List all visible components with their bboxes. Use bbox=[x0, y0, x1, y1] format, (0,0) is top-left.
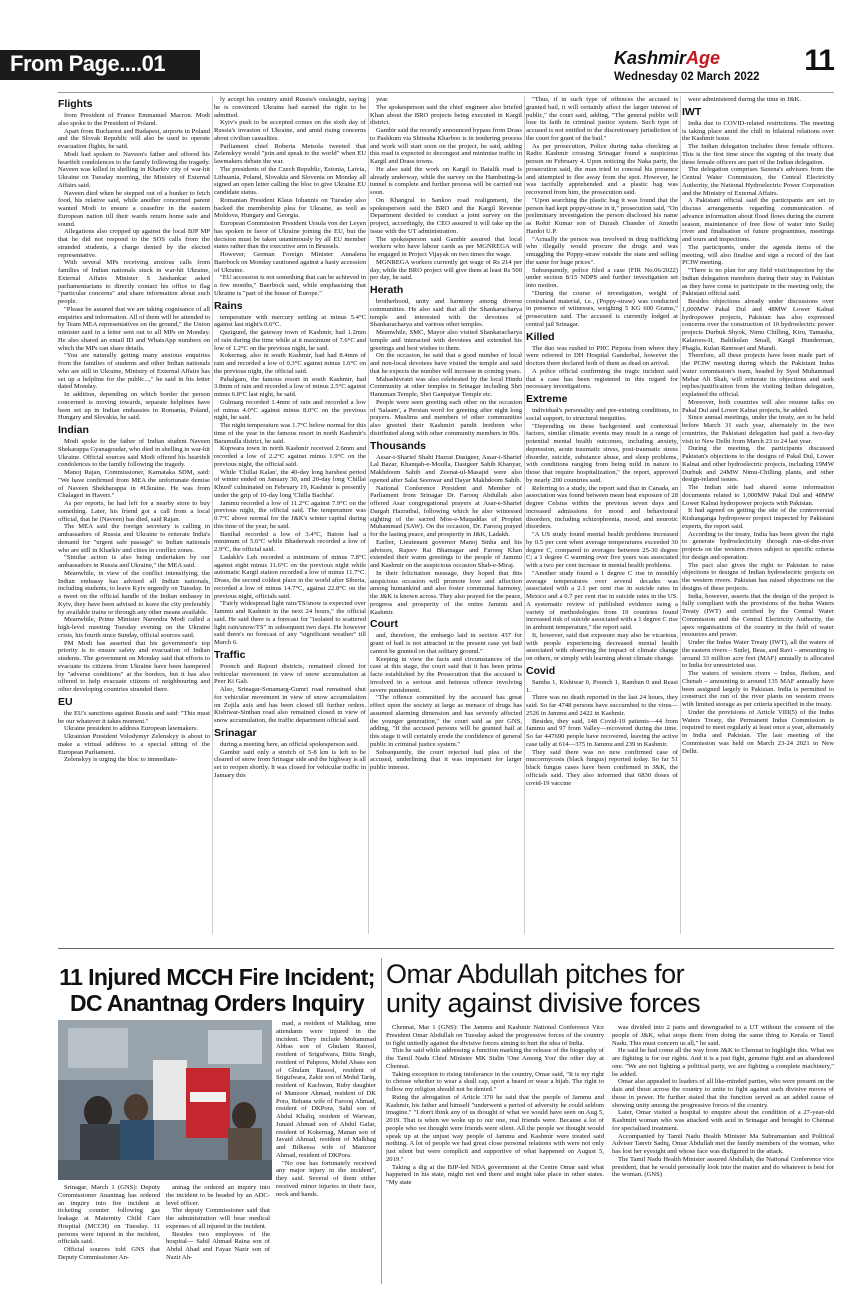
article-paragraph: Keeping in view the facts and circumstances of the case at this stage, the court said that it has been prima facie established by the Prosecution that the accused is involved in a serious and heinous offence involving severe punishment. bbox=[370, 655, 522, 694]
section-heading: Traffic bbox=[214, 648, 246, 661]
edition-date: Wednesday 02 March 2022 bbox=[614, 71, 760, 83]
article-paragraph: brotherhood, unity and harmony among diverse communities. He also said that all the Shankaracharya temple and interested with the devotees of Shankaracharya and various other temples. bbox=[370, 298, 522, 329]
article-paragraph: Kupwara town in north Kashmir received 2.6mm and recorded a low of 2.2°C against minus 1.9°C on the previous night, the official said. bbox=[214, 445, 366, 468]
article-paragraph: He said he had come all the way from J&K to Chennai to highlight this. What we are fighting is for our rights. And it is a just fight, genuine fight and an abandoned one. "We are not fighting a political party, we are fighting a complete machinery," he added. bbox=[612, 1047, 834, 1078]
article-paragraph: Modi spoke to the father of Indian student Naveen Shekarappa Gyanagoudar, who died in shelling in war-hit Ukraine. Official sources said Modi offered his heartfelt condolences to the family following the tragedy. bbox=[58, 438, 210, 469]
headline-line: Omar Abdullah pitches for bbox=[386, 959, 685, 989]
article-paragraph: The night temperature was 1.7°C below normal for this time of the year in the famous resort in north Kashmir's Baramulla district, he said. bbox=[214, 422, 366, 445]
article-paragraph: Manoj Rajan, Commissioner, Karnataka SDM, said: "We have confirmed from MEA the unfortunate demise of Naveen Shekharappa in #Ukraine. He was from Chalageri in Haveri." bbox=[58, 469, 210, 500]
article-paragraph: Gulmarg recorded 1.4mm of rain and recorded a low of minus 4.0°C against minus 8.0°C on the previous night, he said. bbox=[214, 398, 366, 422]
article-paragraph: Subsequently, the court rejected bail plea of the accused, underlining that it was important for larger public interest. bbox=[370, 748, 522, 771]
article-paragraph: A Pakistani official said the participants are set to discuss arrangements regarding communication of advance information about flood flows during the current season, maintenance of free flow of water into Sutlej river and finalisation of future programmes, meetings and tours and inspections. bbox=[682, 197, 834, 243]
page-number: 11 bbox=[804, 44, 834, 77]
article-paragraph: The participants, under the agenda items of the meeting, will also finalise and sign a record of the last PCIW meeting. bbox=[682, 243, 834, 267]
article-paragraph: The spokesperson said Gambir assured that local workers who have labour cards as per MGNREGA will be engaged in Project Vijayak on two times the wage. bbox=[370, 235, 522, 258]
section-heading: Srinagar bbox=[214, 726, 257, 739]
article-paragraph: The Indian side had shared some information documents related to 1,000MW Pakal Dul and 48MW Lower Kalnai hydropower projects with Pakistan. bbox=[682, 484, 834, 507]
section-heading: Thousands bbox=[370, 439, 427, 452]
article-paragraph: were administered during the time in J&K. bbox=[688, 96, 801, 103]
logo-part-age: Age bbox=[686, 48, 721, 68]
article-paragraph: The MEA said the foreign secretary is calling in ambassadors of Russia and Ukraine to reiterate India's demand for "urgent safe passage" to Indian nationals who are still in Kharkiv and cities in conflict zones. bbox=[58, 523, 210, 554]
section-rule bbox=[58, 948, 834, 949]
article-paragraph: "During the course of investigation, weight of contraband material, i.e., (Poppy-straw) was conducted in presence of witnesses, weighing 5 KG 600 Grams," prosecution said. The accused is currently lodged at central jail Srinagar. bbox=[526, 289, 678, 328]
article-paragraph: National Conference President and Member of Parliament from Srinagar Dr. Farooq Abdullah also offered Asar congregational prayers at Asar-e-Sharief Dargah Hazratbal, following which he also witnessed sighting of the sacred Moe-e-Muqaddas of Prophet Muhammad (SAW). On the occasion, Dr. Farooq prayed for the lasting peace, and prosperity in J&K, Ladakh. bbox=[370, 484, 522, 538]
newspaper-logo bbox=[614, 48, 754, 70]
article-paragraph: "Please be assured that we are taking cognisance of all enquiries and information. All of them will be attended to by Team MEA representatives on the ground," the Union minister said in a letter sent out to all MPs on Monday. He also shared an email ID and WhatsApp numbers on which the MPs can share details. bbox=[58, 305, 210, 352]
article-paragraph: Ukrainian President Volodymyr Zelenskyy is about to make a virtual address to a special sitting of the European Parliament. bbox=[58, 733, 210, 756]
article-paragraph: "You are naturally getting many anxious enquiries from the families of students and other Indian nationals who are still in Ukraine, Ministry of External Affairs has set up a helpline for the public...," he said in his letter dated Monday. bbox=[58, 352, 210, 391]
article-paragraph: MGNREGA workers currently get wage of Rs 214 per day, while the BRO project will give them at least Rs 500 per day, he said. bbox=[370, 258, 522, 282]
article-paragraph: "No one has fortunately received any major injury in the incident", they said. Several of them either received minor injuries in their face, neck and hands. bbox=[276, 1159, 376, 1198]
fire-story-column-2 bbox=[166, 1184, 270, 1284]
article-paragraph: Qazigund, the gateway town of Kashmir, had 1.2mm of rain during the time while at it maximum of 7.6°C and low of 1.2°C on the previous night, he said. bbox=[214, 329, 366, 352]
article-paragraph: Moreover, both countries will also resume talks on Pakal Dul and Lower Kalnai projects, he added. bbox=[682, 398, 834, 414]
article-paragraph: While 'Chillai Kalan', the 40-day long harshest period of winter ended on January 30, and 20-day long 'Chillai Khurd' culminated on February 19, Kashmir is presently under the grip of 10-day long 'Chilla Bachha'. bbox=[214, 468, 366, 499]
section-heading: Extreme bbox=[526, 393, 568, 405]
news-photo-graphic bbox=[58, 1020, 272, 1180]
section-heading: Flights bbox=[58, 98, 93, 110]
article-paragraph: PM Modi has asserted that his government's top priority is to ensure safety and evacuation of Indian students. The government on Monday said that efforts to evacuate its citizens from Ukraine have been hampered by "adverse conditions" at the borders, but it has also offered to help evacuate citizens of neighbouring and other developing countries stranded there. bbox=[58, 639, 210, 693]
article-paragraph: Pahalgam, the famous resort in south Kashmir, had 3.8mm of rain and recorded a low of minus 2.5°C against minus 6.8°C last night, he said. bbox=[214, 375, 366, 398]
section-heading: IWT bbox=[682, 105, 702, 118]
article-paragraph: Ruing the abrogation of Article 370 he said that the people of Jammu and Kashmir, his father and himself "underwent a period of adversity he could seldom imagine." "I don't think any of us thought of what we would have seen on Aug 5, 2019. That is when we woke up to our one, real friends were. Because a lot of people who we thought were friends were silent. All the people we thought would speak up at the unjust way people of Jammu and Kashmir were treated said nothing. A lot of people we had great close personal relations with were not only just silent but were complicit and supportive of what happened on August 5, 2019." bbox=[386, 1093, 604, 1163]
article-paragraph: Under the Indus Water Treaty (IWT), all the waters of the eastern rivers – Sutlej, Beas, and Ravi – amounting to around 33 million acre feet (MAF) annually is allocated to India for unrestricted use. bbox=[682, 639, 834, 670]
section-heading: Court bbox=[370, 618, 398, 631]
article-paragraph: He also said the work on Kargil to Batalik road is already underway, while the survey on the Hambuting-la tunnel is complete and further process will be carried out soon. bbox=[370, 165, 522, 196]
fire-incident-headline bbox=[58, 964, 376, 1016]
article-paragraph: "Similar action is also being undertaken by our ambassadors in Russia and Ukraine," the MEA said. bbox=[58, 554, 210, 569]
section-heading: Herath bbox=[370, 284, 404, 296]
article-paragraph: Besides, they said, 148 Covid-19 patients—44 from Jammu and 97 from Valley—recovered during the time. So far 447690 people have recovered, leaving the active case tally at 614—375 in Jammu and 239 in Kashmir. bbox=[526, 717, 678, 748]
article-paragraph: Chennai, Mar 1 (GNS): The Jammu and Kashmir National Conference Vice President Omar Abdullah on Tuesday asked the progressive forces of the country to fight unitedly against the divisive forces aiming to hurt the idea of India. bbox=[386, 1024, 604, 1047]
article-paragraph: Kokernag, also in south Kashmir, had had 8.4mm of rain and recorded a low of 0.3°C against minus 1.6°C on the previous night, the official said. bbox=[214, 352, 366, 375]
article-paragraph: Kyiv's push to be accepted comes on the sixth day of Russia's invasion of Ukraine, and amid rising concerns about civilian casualties. bbox=[214, 119, 366, 142]
article-paragraph: With several MPs receiving anxious calls from families of Indian nationals stuck in war-hit Ukraine, External Affairs Minister S Jaishankar asked parliamentarians to directly contact his office to flag "particular concerns" and share information about such people. bbox=[58, 259, 210, 305]
article-paragraph: Under the provisions of Article VIII(5) of the Indus Waters Treaty, the Permanent Indus Commission is required to meet regularly at least once a year, alternately in India and Pakistan. The last meeting of the Commission was held on March 23-24 2021 in New Delhi. bbox=[682, 708, 834, 755]
article-paragraph: Allegations also cropped up against the local BJP MP that he did not respond to the SOS calls from the stranded students, a charge denied by the elected representative. bbox=[58, 228, 210, 259]
article-paragraph: Mahashivratri was also celebrated by the local Hindu Community at other temples in Srinagar including Shri Hanuman Temple, Shri Ganpatyar Temple etc. bbox=[370, 375, 522, 398]
article-paragraph: Referring to a study, the report said that in Canada, an association was found between mean heat exposure of 28 degree Celsius within the previous seven days and increased admissions for mood and behavioural disorders, including schizophrenia, mood, and neurotic disorders. bbox=[526, 484, 678, 531]
article-paragraph: The delegation comprises Saxena's advisors from the Central Water Commission, the Central Electricity Authority, the National Hydroelectric Power Corporation and the Ministry of External Affairs. bbox=[682, 166, 834, 197]
article-paragraph: Banihal recorded a low of 3.4°C, Batote had a minimum of 5.6°C while Bhaderwah recorded a low of 2.9°C, the official said. bbox=[214, 530, 366, 553]
article-paragraph: Therefore, all these projects have been made part of the PCIW meeting during which the Pakistani Indus water commission's team, headed by Syed Muhammad Mehar Ali Shah, will reiterate its objections and seek replies/justification from the visiting Indian delegation, explained the official. bbox=[682, 352, 834, 398]
article-paragraph: As per reports, he had left for a nearby store to buy something. Later, his friend got a call from a local official, that he (Naveen) has died, said Rajan. bbox=[58, 500, 210, 523]
article-paragraph: ly accept his country amid Russia's onslaught, saying he is convinced Ukraine had earned the right to be admitted. bbox=[214, 96, 366, 119]
article-paragraph: The pact also gives the right to Pakistan to raise objections to designs of Indian hydroelectric projects on the western rivers. Pakistan has raised objections on the designs of these projects. bbox=[682, 561, 834, 592]
article-paragraph: Zelenskyy is urging the bloc to immediate- bbox=[64, 756, 178, 764]
headline-line: unity against divisive forces bbox=[386, 988, 701, 1018]
article-paragraph: The duo was rushed to PHC Pirpora from where they were referred to DH Hospital Ganderbal, however the doctors there declared both of them as dead on arrival. bbox=[526, 344, 678, 367]
article-paragraph: The waters of western rivers – Indus, Jhelum, and Chenab – amounting to around 135 MAF annually have been assigned largely to Pakistan. India is permitted to construct the run of the river plants on western rivers with limited storage as per criteria specified in the treaty. bbox=[682, 670, 834, 708]
article-paragraph: Meanwhile, SMC, Mayor also visited Shankaracharya temple and interacted with devotees and extended his greetings and best wishes to them. bbox=[370, 329, 522, 352]
article-paragraph: However, German Foreign Minister Annalena Baerbock on Monday cautioned against a hasty accession of Ukraine. bbox=[214, 251, 366, 274]
article-paragraph: "A US study found mental health problems increased by 0.5 per cent when average temperatures exceeded 30 degree C, compared to averages between 25-30 degree C; a 1 degree C warming over five years was associated with a two per cent increase in mental health problems. bbox=[526, 531, 678, 569]
article-paragraph: It, however, said that exposure may also be vicarious, with people experiencing decreased mental health associated with observing the impact of climate change on others, or simply with learning about climate change. bbox=[526, 631, 678, 662]
article-paragraph: Gambir said only a stretch of 5-8 km is left to be cleared of snow from Srinagar side and the highway is all set to reopen shortly. It was closed for vehicular traffic in January this bbox=[214, 748, 366, 779]
article-paragraph: and, therefore, the embargo laid in section 437 for grant of bail is not attracted in the present case yet bail cannot be granted on that solitary ground." bbox=[370, 632, 522, 655]
article-paragraph: the EU's sanctions against Russia and said: "This must be our whatever it takes moment." bbox=[58, 709, 210, 725]
article-paragraph: People were seen greeting each other on the occasion of 'Salaam', a Persian word for greeting after night long prayers. Muslims and members of other communities also greeted their Kashmiri pandit brethren who distributed along with other community members in 90s. bbox=[370, 398, 522, 437]
article-paragraph: Poonch and Rajouri districts, remained closed for vehicular movement in view of snow accumulation at Peer Ki Gali. bbox=[214, 662, 366, 686]
article-paragraph: Subsequently, police filed a case (FIR No.06/2022) under section 8/15 NDPS and further investigation set into motion. bbox=[526, 266, 678, 289]
article-paragraph: The Indian delegation includes three female officers. This is the first time since the signing of the treaty that three female officers are part of the Indian delegation. bbox=[682, 143, 834, 166]
article-paragraph: "Another study found a 1 degree C rise in monthly average temperatures over several decades was associated with a 2.1 per cent rise in suicide rates in Mexico and a 0.7 per cent rise in suicide rates in the US. A systematic review of published evidence using a variety of methodologies from 19 countries found increased risk of suicide associated with a 1 degree C rise in ambient temperature," the report said. bbox=[526, 569, 678, 631]
section-heading: Covid bbox=[526, 664, 556, 677]
article-paragraph: temperature with mercury settling at minus 5.4°C against last night's 0.6°C. bbox=[214, 313, 366, 329]
fire-story-column-1 bbox=[58, 1184, 160, 1284]
article-paragraph: Apart from Bucharest and Budapest, airports in Poland and the Slovak Republic will also be used to operate evacuation flights, he said. bbox=[58, 127, 210, 150]
article-paragraph: Earlier, Lieutenant governor Manoj Sinha and his advisors, Rajeev Rai Bhatnagar and Farooq Khan extended their warm greetings to the people of Jammu and Kashmir on the auspicious occasion Shab-e-Miraj. bbox=[370, 538, 522, 569]
article-paragraph: "Actually the person was involved in drug trafficking who illegally would procure the drugs and was smuggling the Poppy-straw outside the state and selling the same for huge prices". bbox=[526, 235, 678, 266]
omar-story-column-2 bbox=[612, 1024, 834, 1284]
article-paragraph: "EU accession is not something that can be achieved in a few months," Baerbock said, while emphasising that Ukraine is "part of the house of Europe." bbox=[214, 274, 366, 297]
article-paragraph: Accompanied by Tamil Nadu Health Minister Ma Subramanian and Political Adviser Tanvir Sadiq, Omar Abdullah met the family members of the woman, who has lost her eyesight and whose face was disfigured in the attack. bbox=[612, 1132, 834, 1155]
article-paragraph: individual's personality and pre-existing conditions, to social support, to structural inequities. bbox=[526, 407, 678, 422]
article-paragraph: Naveen died when he stepped out of a bunker to fetch food, his relative said, while another concerned parent wanted Modi to ensure a ceasefire in the eastern European nation till their wards return home safe and sound. bbox=[58, 189, 210, 228]
column-divider bbox=[680, 96, 681, 934]
article-paragraph: The Tamil Nadu Health Minister assured Abdullah, the National Conference vice president, that he would personally look into the matter and do whatever is best for the woman. (GNS) bbox=[612, 1155, 834, 1179]
article-paragraph: Ladakh's Leh recorded a minimum of minus 7.8°C against eight minus 11.6°C on the previous night while automatic Kargil station recorded a low of minus 11.7°C. Drass, the second coldest place in the world after Siberia, recorded a low of minus 14.7°C, against 22.8°C on the previous night, officials said. bbox=[214, 553, 366, 600]
column-divider bbox=[368, 96, 369, 934]
section-heading: Killed bbox=[526, 330, 555, 343]
article-paragraph: They said there was no new confirmed case of mucormycosis (black fungus) reported today. So far 51 black fungus cases have been confirmed in J&K, the officials said. They also informed that 6830 doses of covid-19 vaccine bbox=[526, 748, 678, 787]
column-divider bbox=[212, 96, 213, 934]
omar-abdullah-headline bbox=[386, 960, 834, 1018]
article-paragraph: European Commission President Ursula von der Leyen has spoken in favor of Ukraine joining the EU, but the decision must be taken unanimously by all EU member states rather than the executive arm in Brussels. bbox=[214, 220, 366, 251]
column-divider bbox=[524, 96, 525, 934]
column-5 bbox=[682, 96, 834, 934]
article-paragraph: There was no death reported in the last 24 hours, they said. So far 4748 persons have succumbed to the virus—2526 in Jammu and 2422 in Kashmir. bbox=[526, 694, 678, 717]
article-paragraph: Omar also appealed to leaders of all like-minded parties, who were present on the dais and those across the country to unite to fight against such divisive moves of those in power. He further stated that the function served as an added cause of showing unity among the progressive forces of the country. bbox=[612, 1078, 834, 1109]
section-heading: Indian bbox=[58, 424, 89, 436]
article-paragraph: Parliament chief Roberta Metsola tweeted that Zelenskyy would "join and speak to the world" when EU lawmakers debate the war. bbox=[214, 142, 366, 165]
article-paragraph: India, however, asserts that the design of the project is fully compliant with the provisions of the Indus Waters Treaty (IWT) and certified by the Central Water Commission and the Central Electricity Authority, the apex organisations of the country in the field of water resources and power. bbox=[682, 592, 834, 639]
article-paragraph: mad, a resident of Malkhag, nine attendants were injured in the incident. They include Mohammad Abbas son of Ghulam Rasool, resident of Srigufwara, Bittu Singh, resident of Pahpora, Mohd Abass son of Ghulam Rasool, resident of Srigufwara, Zakir son of Mohd Tariq, resident of Kachwan, Ruby daughter of Manzoor Ahmad, resident of DK Pora, Rehana wife of Farooq Ahmad, resident of DKPora, Sahil son of Abdul Khaliq, resident of Warwan, Junaid Ahmad son of Abdul Gafar, resident of Kokernag, Manan son of Javaid Ahmad, resident of Malkhag and Bilkeesa wife of Manzoor Ahmad, resident of DKPora. bbox=[276, 1020, 376, 1159]
article-paragraph: Ukraine president to address European lawmakers. bbox=[64, 725, 199, 733]
section-heading: EU bbox=[58, 695, 73, 708]
article-paragraph: During the meeting, the participants discussed Pakistan's objections to the designs of Pakal Dul, Lower Kalnai and other hydroelectric projects, including 19MW Durbuk and 24MW Nimu-Chilling plants, and other design-related issues. bbox=[682, 445, 834, 484]
article-paragraph: The spokesperson said the chief engineer also briefed Khan about the BRO projects being executed in Kargil district. bbox=[370, 103, 522, 127]
headline-line: 11 Injured MCCH Fire Incident; bbox=[59, 964, 375, 990]
section-heading: Rains bbox=[214, 299, 243, 312]
article-paragraph: Later, Omar visited a hospital to enquire about the condition of a 27-year-old Kashmiri woman who was attacked with acid in Srinagar and brought to Chennai for specialised treatment. bbox=[612, 1109, 834, 1132]
column-3 bbox=[370, 96, 522, 934]
article-paragraph: from President of France Emmanuel Macron. Modi also spoke to the President of Poland. bbox=[58, 112, 210, 127]
article-paragraph: year. bbox=[376, 96, 389, 103]
omar-story-column-1 bbox=[386, 1024, 604, 1284]
article-paragraph: Romanian President Klaus Iohannis on Tuesday also backed the membership plea for Ukraine, as well as Moldova, Hungary and Georgia. bbox=[214, 196, 366, 220]
section-banner bbox=[0, 50, 200, 80]
headline-line: DC Anantnag Orders Inquiry bbox=[69, 990, 365, 1016]
article-paragraph: "The offence committed by the accused has great effect upon the society at large as menace of drugs has assumed alarming dimension and has severely affected the younger generation," the court said as per GNS, adding, "If the accused persons will be granted bail at this stage it will certainly erode the confidence of general public in criminal justice system." bbox=[370, 694, 522, 748]
article-paragraph: Since annual meetings, under the treaty, are to be held before March 31 each year, alternately in the two countries, the Pakistani delegation had paid a two-day visit to New Delhi from March 23 to 24 last year. bbox=[682, 414, 834, 445]
article-paragraph: during a meeting here, an official spokesperson said. bbox=[220, 740, 359, 748]
article-paragraph: "Upon searching the plastic bag it was found that the person had kept poppy-straw in it," prosecution said, "On preliminary investigation the person disclosed his name as Rohit Kumar son of Durash Chander of Amethi Hardoi U.P. bbox=[526, 196, 678, 235]
article-paragraph: Srinagar, March 1 (GNS): Deputy Commissioner Anantnag has ordered an inquiry into fire incident at ticketing counter following gas leakage at Maternity Child Care Hospital (MCCH) on Tuesday. 11 persons were injured in the incident, officials said. bbox=[58, 1184, 160, 1246]
article-paragraph: The deputy Commissioner said that the administration will bear medical expenses of all injured in the incident. bbox=[166, 1207, 270, 1230]
article-paragraph: A police official confirming the tragic incident said that a case has been registered in this regard for necessary investigations. bbox=[526, 367, 678, 391]
masthead bbox=[0, 0, 848, 86]
article-paragraph: antnag the ordered an inquiry into the incident to be headed by an ADC-level officer. bbox=[166, 1184, 270, 1207]
article-paragraph: "Depending on these background and contextual factors, similar climatic events may result in a range of potential mental health outcomes, including anxiety, depression, acute traumatic stress, post-traumatic stress disorder, suicide, substance abuse, and sleep problems, with conditions ranging from being mild in nature to those that require hospitalization," the report, approved by nearly 200 countries said. bbox=[526, 422, 678, 484]
article-paragraph: In addition, depending on which border the person concerned is moving towards, separate helplines have been set up in Indian embassies in Romania, Poland, Hungary and Slovakia, he said. bbox=[58, 391, 210, 422]
article-paragraph: "There is no plan for any field visit/inspection by the Indian delegation members during their stay in Pakistan as they have come to participate in the meeting only, the Pakistani official said. bbox=[682, 267, 834, 298]
article-paragraph: Assar-i-Sharief Shahi Hazrat Dastgeer, Assar-i-Sharief Lal Bazar, Khanqah-e-Moulla, Dastgeer Sahib Khanyar, Makhdoom Sahib and Zeenat-ul-Masajid were also opened after Salat Seenwar and Dayar Makhdoom Sahib. bbox=[370, 453, 522, 484]
article-paragraph: In their felicitation message, they hoped that this auspicious occasion will promote love and affection among humankind and also foster communal harmony, the J&K is known across. They also prayed for the peace, progress and prosperity of the entire Jammu and Kashmir. bbox=[370, 569, 522, 616]
article-paragraph: It had agreed on getting the site of the controversial Kishanganga hydropower project inspected by Pakistani experts, the report said. bbox=[682, 507, 834, 530]
news-photo bbox=[58, 1020, 272, 1180]
article-paragraph: "Thus, if in such type of offences the accused is granted bail, it will certainly affect the larger interest of public," the court said, adding, "The general public will lose its faith in criminal justice system. Such type of accused is not entitled to the discretionary jurisdiction of the court for grant of the bail." bbox=[526, 96, 678, 142]
article-paragraph: As per prosecution, Police during naka checking at Radio Kashmir crossing Srinagar found a suspicious person on February 4. Upon noticing the Naka party, the prosecution said, the man tried to conceal his presence and attempted to flee away from the spot. However, he was tactfully apprehended and a plastic bag was recovered from him, the prosecution said. bbox=[526, 142, 678, 196]
article-paragraph: was divided into 2 parts and downgraded to a UT without the consent of the people of J&K, what stops them from doing the same thing to Kerala or Tamil Nadu. This must concern us all," he said. bbox=[612, 1024, 834, 1047]
fire-story-column-3 bbox=[276, 1020, 376, 1284]
article-paragraph: "Fairly widespread light rain/TS/snow is expected over Jammu and Kashmir in the next 24 hours," the official said. He said there is a forecast for "isolated to scattered light rain/snow/TS" in subsequent two days. He however said there's no forecast of any "significant weather" till March 6. bbox=[214, 600, 366, 646]
article-paragraph: Meanwhile, in view of the conflict intensifying, the Indian embassy has advised all Indian nationals, including students, to leave Kyiv urgently on Tuesday. In a tweet on the official handle of the Indian embassy in Kyiv, they have been advised to leave the city preferably by available trains or through any other means available. bbox=[58, 569, 210, 616]
article-paragraph: Gambir said the recently announced bypass from Drass to Pashkum via Shimsha Kharboo is in tendering process and work will start soon on the project, he said, adding this road is expected to decongest and minimise traffic in Kargil and Drass towns. bbox=[370, 127, 522, 165]
logo-part-kashmir: Kashmir bbox=[614, 48, 687, 68]
article-paragraph: This he said while addressing a function marking the release of the biography of the Tamil Nadu Chief Minister MK Stalin 'One Among You' the other day at Chennai. bbox=[386, 1047, 604, 1070]
article-paragraph: Jammu recorded a low of 11.2°C against 7.9°C on the previous night, the official said. The temperature was 0.7°C above normal for the J&K's winter capital during this time of the year, he said. bbox=[214, 499, 366, 530]
article-paragraph: Taking a dig at the BJP-led NDA government at the Centre Omar said what happened in his state, might not end there and might take place in other states. "My state bbox=[386, 1163, 604, 1186]
column-2 bbox=[214, 96, 366, 934]
article-paragraph: The presidents of the Czech Republic, Estonia, Latvia, Lithuania, Poland, Slovakia and Slovenia on Monday all signed an open letter calling the bloc to give Ukraine EU candidate status. bbox=[214, 165, 366, 196]
article-paragraph: Official sources told GNS that Deputy Commissioner An- bbox=[58, 1246, 160, 1261]
article-paragraph: Meanwhile, Prime Minister Narendra Modi called a high-level meeting Tuesday evening on the Ukraine crisis, his fourth since Sunday, official sources said. bbox=[58, 616, 210, 639]
banner-title: From Page....01 bbox=[10, 51, 166, 76]
column-4 bbox=[526, 96, 678, 934]
article-paragraph: Taking exception to rising intolerance in the country, Omar said, "It is my right to choose whether to wear a skull cap, sport a beard or wear a hijab. The right to follow my religion should not be denied." bbox=[386, 1070, 604, 1093]
article-paragraph: Samba 1, Kishtwar 0, Poonch 1, Ramban 0 and Reasi 1. bbox=[526, 678, 678, 694]
article-paragraph: Besides objections already under discussions over 1,000MW Pakal Dul and 48MW Lower Kalnai hydropower projects, Pakistan has also expressed concerns over the construction of 10 hydroelectric power projects Durbuk Shyok, Nimu Chilling, Kiru, Tamasha, Kalaroos-II, Baltikulan Small, Kargil Hunderman, Phagla, Kulan Ramwari and Mandi. bbox=[682, 298, 834, 352]
article-paragraph: According to the treaty, India has been given the right to generate hydroelectricity through run-of-the-river projects on the western rivers subject to specific criteria for design and operation. bbox=[682, 530, 834, 561]
top-rule bbox=[58, 92, 834, 93]
article-paragraph: Also, Srinagar-Sonamarg-Gumri road remained shut for vehicular movement in view of snow accumulation on Zojila axis and has been closed till further orders. Kishtwar-Sinthan road also remained closed in view of snow accumulation, the traffic department official said. bbox=[214, 686, 366, 724]
article-paragraph: On Khangral to Sankoo road realignment, the spokesperson said the BRO and the Kargil Revenue Department decided to conduct a joint survey on the project, accordingly, the CEO assured it will take up the issue with the UT administration. bbox=[370, 196, 522, 235]
article-paragraph: Modi had spoken to Naveen's father and offered his heartfelt condolences to the family following the tragedy. Naveen was killed in shelling in Kharkiv city of war-hit Ukraine on Tuesday morning, the Ministry of External Affairs said. bbox=[58, 150, 210, 189]
article-paragraph: Besides two employees of the hospital— Sahil Ahmad Raina son of Abdul Ahad and Fayaz Nazir son of Nazir Ah- bbox=[166, 1230, 270, 1261]
column-1 bbox=[58, 96, 210, 934]
article-paragraph: India due to COVID-related restrictions. The meeting is taking place amid the chill in bilateral relations over the Kashmir issue. bbox=[682, 119, 834, 143]
story-divider bbox=[381, 958, 382, 1284]
article-paragraph: On the occasion, he said that a good number of local and non-local devotees have visited the temple and said that he expects the number will increase in coming years. bbox=[370, 352, 522, 375]
